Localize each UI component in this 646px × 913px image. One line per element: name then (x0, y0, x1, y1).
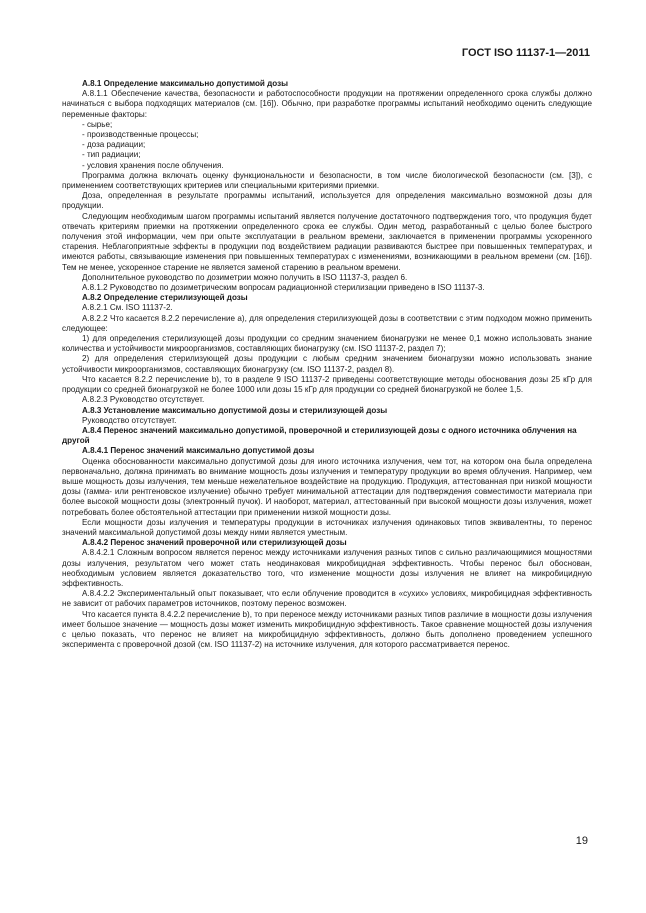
paragraph: Руководство отсутствует. (82, 415, 177, 425)
paragraph: А.8.2.2 Что касается 8.2.2 перечисление а), для определения стерилизующей дозы в соответствии с этим подходом можно применить следующее: (62, 313, 592, 333)
paragraph: Программа должна включать оценку функциональности и безопасности, в том числе биологической безопасности (см. [3]), с применением соответствующих критериев или специальными критериями приемки. (62, 170, 592, 191)
paragraph: А.8.1.1 Обеспечение качества, безопасности и работоспособности продукции на протяжении определенного срока службы должно начинаться с выбора подходящих материалов (см. [16]). Обычно, при разработке программы испытаний необходимо оценить следующие переменные факторы: (62, 89, 592, 119)
paragraph: А.8.4.2.2 Экспериментальный опыт показывает, что если облучение проводится в «сухих» условиях, микробицидная эффективность не зависит от рабочих параметров источников, поэтому перенос возможен. (62, 589, 592, 609)
paragraph: Что касается 8.2.2 перечисление b), то в разделе 9 ISO 11137-2 приведены соответствующие методы обоснования дозы 25 кГр для продукции со средней бионагрузкой не более 1000 или дозы 15 кГр для продукции со средней бионагрузкой не более 1,5. (62, 374, 592, 395)
section-heading: А.8.4.1 Перенос значений максимально допустимой дозы (82, 446, 315, 456)
list-item: - условия хранения после облучения. (82, 160, 224, 170)
section-heading: А.8.3 Установление максимально допустимой дозы и стерилизующей дозы (82, 405, 388, 415)
paragraph: 2) для определения стерилизующей дозы продукции с любым средним значением бионагрузки можно использовать знание устойчивости микроорганизмов, составляющих бионагрузку (см. ISO 11137-2, раздел 8). (62, 354, 592, 374)
page-number: 19 (575, 835, 588, 847)
paragraph: А.8.1.2 Руководство по дозиметрическим вопросам радиационной стерилизации приведено в ISO 11137-3. (82, 283, 485, 293)
paragraph: А.8.2.3 Руководство отсутствует. (82, 395, 205, 405)
paragraph: Следующим необходимым шагом программы испытаний является получение достаточного подтверждения того, что продукция будет отвечать критериям приемки на протяжении определенного срока ее службы. Один метод, разработанный с целью более быстрого получения этой информации, чем при опыте эксплуатации в реальном времени, заключается в применении программы ускоренного старения. Неблагоприятные эффекты в продукции под воздействием радиации развиваются быстрее при повышенных температурах, и имеются работы, связывающие изменения при повышенных температурах с изменениями, возникающими в реальном времени (см. [16]). Тем не менее, ускоренное старение не является заменой старению в реальном времени. (62, 211, 592, 272)
paragraph: Доза, определенная в результате программы испытаний, используется для определения максимально возможной дозы для продукции. (62, 191, 592, 211)
paragraph: Если мощности дозы излучения и температуры продукции в источниках излучения одинаковых типов эквивалентны, то перенос значений максимальной допустимой дозы между ними является уместным. (62, 517, 592, 537)
section-heading: А.8.4.2 Перенос значений проверочной или стерилизующей дозы (82, 538, 347, 548)
paragraph: Оценка обоснованности максимально допустимой дозы для иного источника излучения, чем тот, на котором она была определена первоначально, должна принимать во внимание мощность дозы излучения и температуру продукции во время облучения. Например, чем выше мощность дозы излучения, тем меньше нежелательное воздействие на продукцию. Продукция, аттестованная при низкой мощности дозы (гамма- или рентгеновское излучение) обычно требует минимальной аттестации для подтверждения совместимости материала при более высокой мощности дозы (электронный пучок). И наоборот, материал, аттестованный при высокой мощности дозы излучения, может потребовать более обстоятельной аттестации при применении низкой мощности дозы. (62, 456, 592, 517)
list-item: - производственные процессы; (82, 130, 199, 140)
document-header: ГОСТ ISO 11137-1—2011 (461, 47, 590, 59)
document-body (62, 79, 592, 650)
list-item: - сырье; (82, 119, 113, 129)
paragraph: Дополнительное руководство по дозиметрии можно получить в ISO 11137-3, раздел 6. (82, 272, 408, 282)
list-item: - доза радиации; (82, 140, 146, 150)
section-heading: А.8.2 Определение стерилизующей дозы (82, 293, 248, 303)
section-heading: А.8.4 Перенос значений максимально допустимой, проверочной и стерилизующей дозы с одного источника облучения на другой (62, 425, 577, 446)
paragraph: Что касается пункта 8.4.2.2 перечисление b), то при переносе между источниками разных типов различие в мощности дозы излучения имеет большое значение — мощность дозы может изменить микробицидную эффективность. Такое сравнение мощностей дозы излучения с целью показать, что перенос не влияет на микробицидную эффективность, должно быть дополнено проведением успешного эксперимента с проверочной дозой (см. ISO 11137-2) на источнике излучения, для которого рассматривается перенос. (62, 609, 592, 650)
list-item: - тип радиации; (82, 150, 141, 160)
section-heading: А.8.1 Определение максимально допустимой дозы (82, 79, 289, 88)
paragraph: 1) для определения стерилизующей дозы продукции со средним значением бионагрузки не менее 0,1 можно использовать знание количества и устойчивости микроорганизмов, составляющих бионагрузку (см. ISO 11137-2, раздел 7); (62, 334, 592, 354)
paragraph: А.8.4.2.1 Сложным вопросом является перенос между источниками излучения разных типов с сильно различающимися мощностями дозы излучения, результатом чего может стать неодинаковая микробицидная эффективность. Чтобы перенос был обоснован, необходимым условием является доказательство того, что изменение мощности дозы излучения не влияет на микробицидную эффективность. (62, 548, 592, 588)
paragraph: А.8.2.1 См. ISO 11137-2. (82, 303, 173, 313)
